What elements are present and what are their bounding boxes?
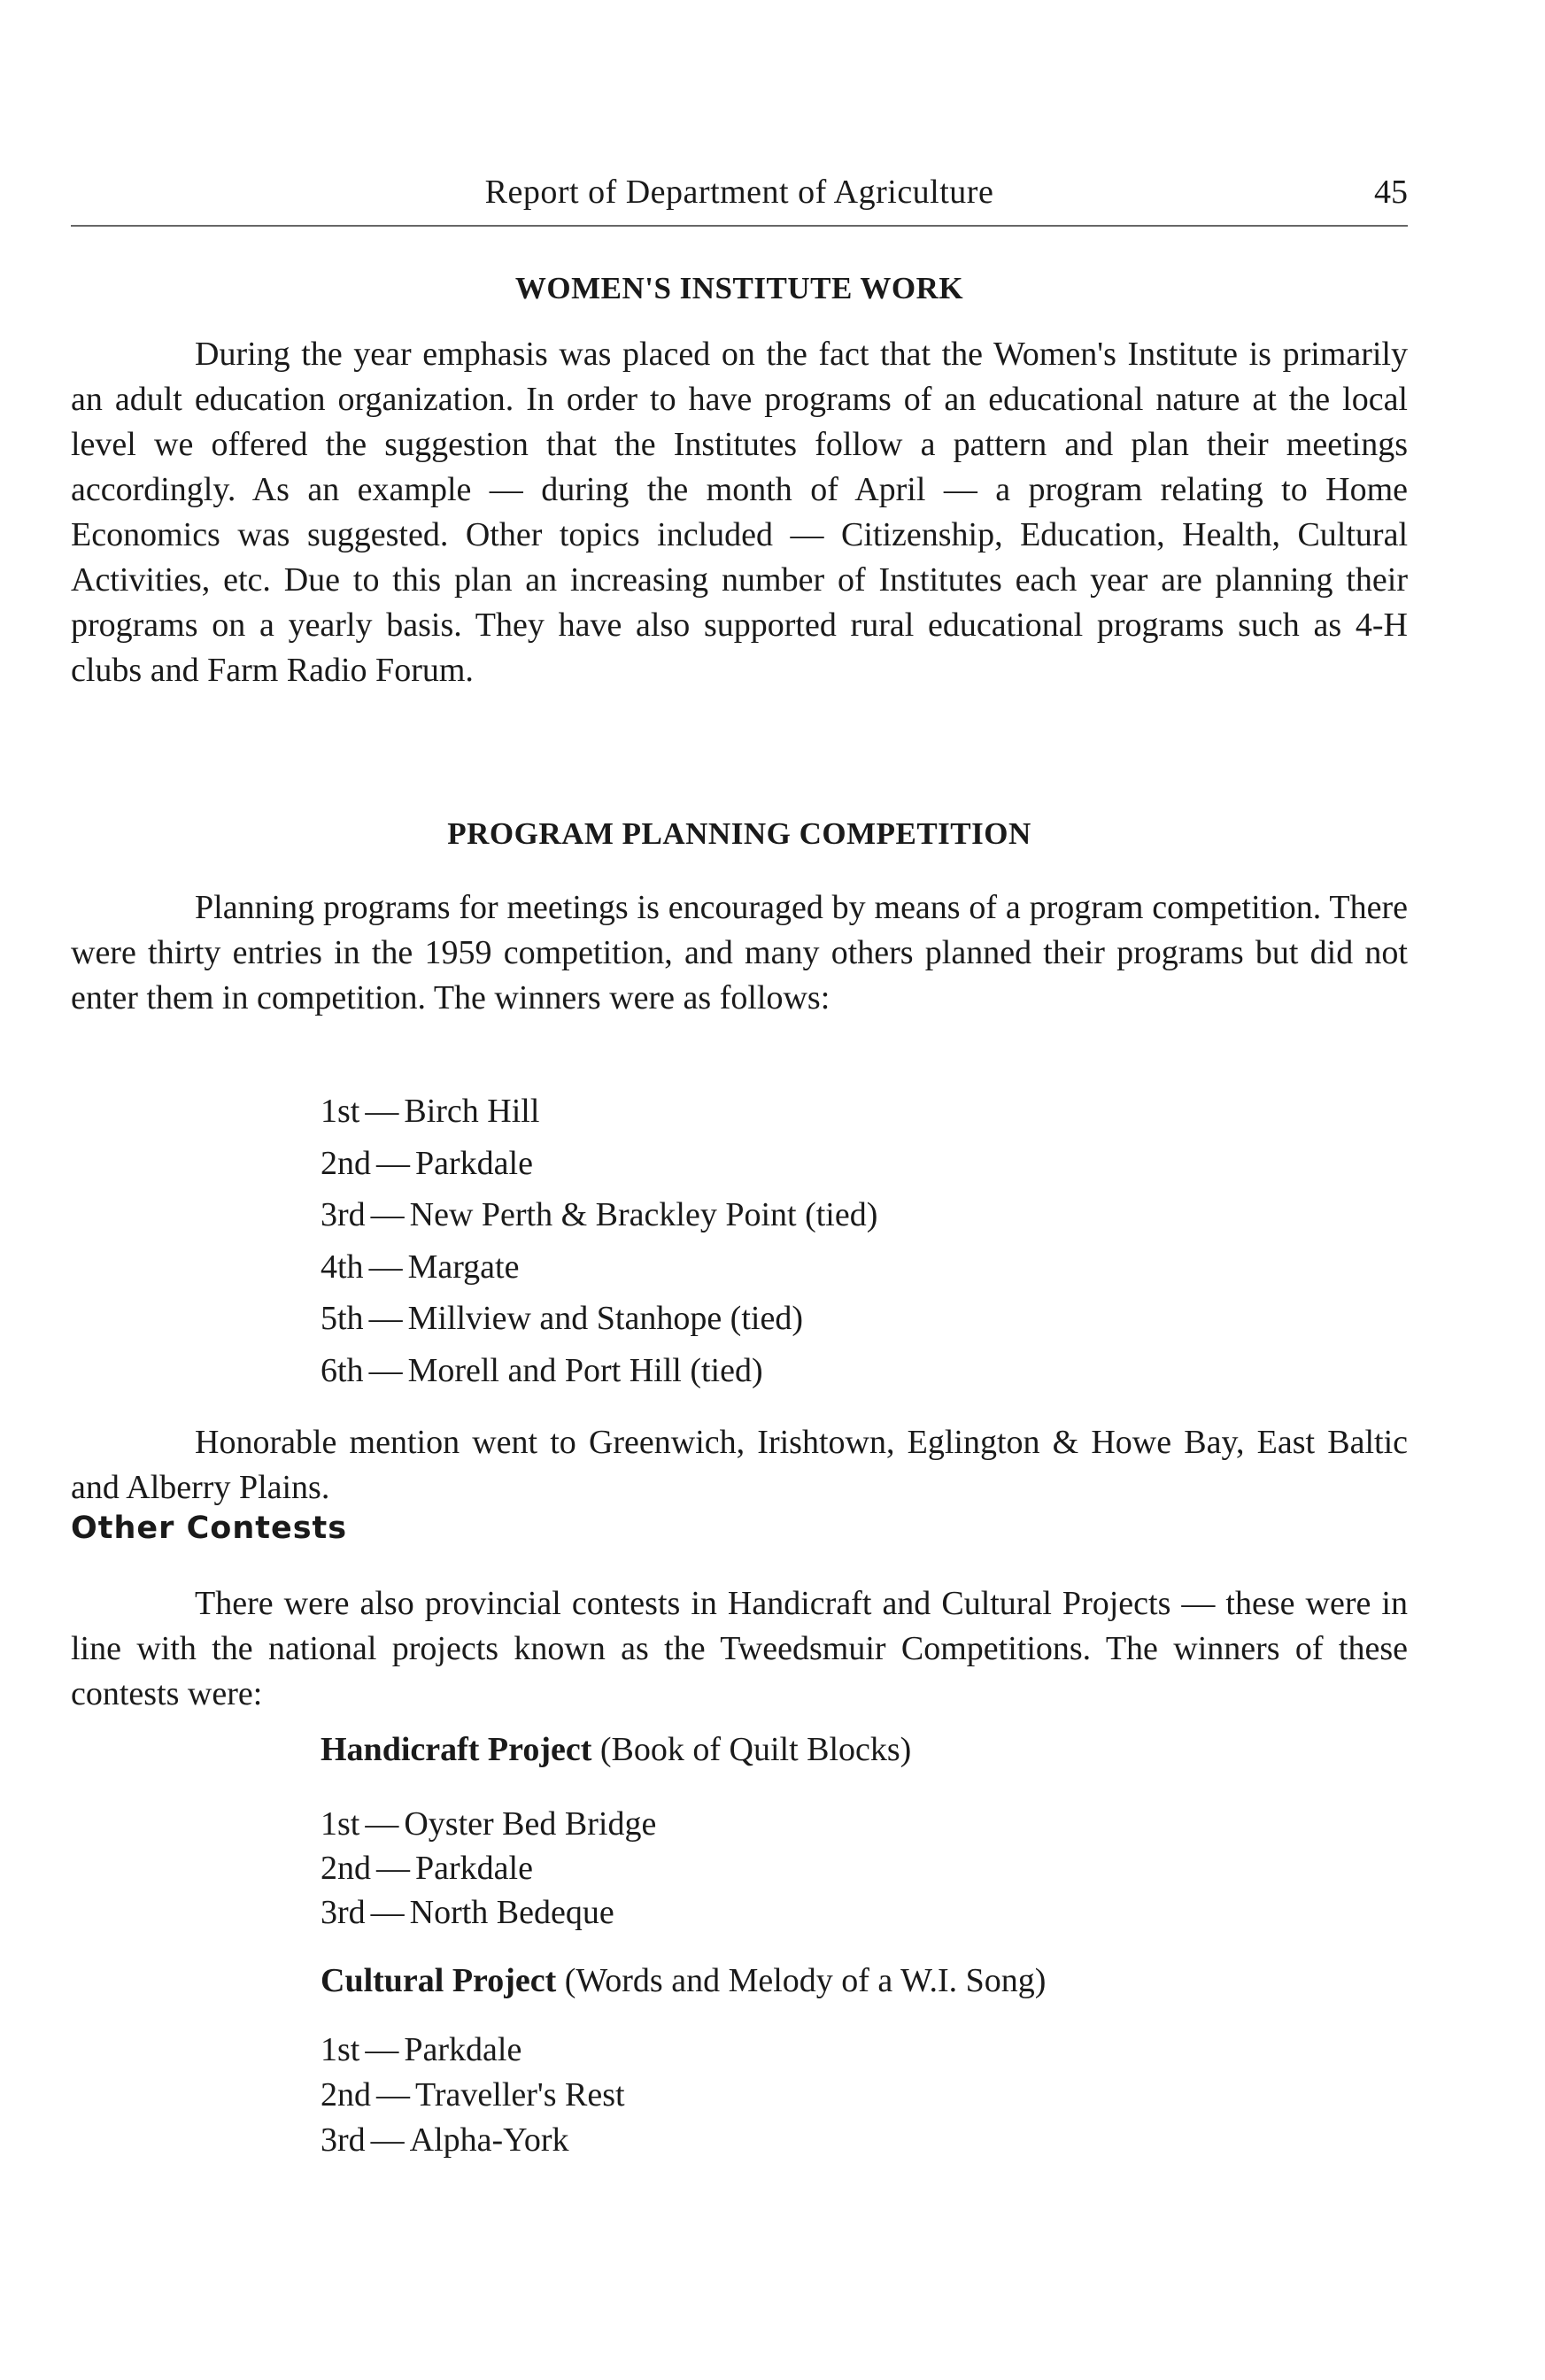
em-dash: — [365,2031,399,2068]
rank-label: 4th [321,1248,364,1286]
intro-paragraph: During the year emphasis was placed on the fact that the Women's Institute is primarily an adult education organization. In order to have programs of an educational nature at the local level we offered the suggestion that the Institutes follow a pattern and plan their meetings accordingly. As an example — during the month of April — a program relating to Home Economics was suggested. Other topics included — Citizenship, Education, Health, Cultural Activities, etc. Due to this plan an increasing number of Institutes each year are planning their programs on a yearly basis. They have also supported rural educational programs such as 4-H clubs and Farm Radio Forum. [71,336,1408,689]
section-heading-program-planning: PROGRAM PLANNING COMPETITION [447,816,1031,851]
rank-label: 1st [321,1805,360,1843]
em-dash: — [376,2076,410,2113]
list-item [321,1293,877,1345]
project-detail: (Book of Quilt Blocks) [599,1731,912,1768]
list-item [321,1138,877,1190]
em-dash: — [368,1248,403,1286]
rank-label: 1st [321,2031,360,2068]
header-rule [71,225,1408,227]
running-head [71,173,1408,219]
cultural-winners-list [321,2028,625,2163]
em-dash: — [370,1894,405,1931]
other-contests-subheading: Other Contests [71,1511,348,1546]
list-item [321,2028,625,2073]
em-dash: — [365,1093,399,1130]
list-item [321,1846,656,1890]
list-item [321,2073,625,2118]
honorable-mention-paragraph: Honorable mention went to Greenwich, Irishtown, Eglington & Howe Bay, East Baltic and Alberry Plains. [71,1424,1408,1506]
list-item [321,1086,877,1138]
list-item [321,1890,656,1935]
em-dash: — [370,2121,405,2159]
project-name: Cultural Project [321,1962,557,1999]
winner-name: Oyster Bed Bridge [404,1805,657,1843]
list-item [321,2118,625,2163]
project-name: Handicraft Project [321,1731,592,1768]
rank-label: 6th [321,1351,364,1389]
rank-label: 3rd [321,2121,366,2159]
winner-name: Millview and Stanhope (tied) [407,1300,803,1337]
handicraft-project-title [321,1730,911,1769]
winner-name: Alpha-York [409,2121,569,2159]
winner-name: Traveller's Rest [415,2076,625,2113]
rank-label: 1st [321,1093,360,1130]
other-contests-paragraph: There were also provincial contests in Handicraft and Cultural Projects — these were in line with the national projects known as the Tweedsmuir Competitions. The winners of these contests were: [71,1585,1408,1712]
running-head-title: Report of Department of Agriculture [484,174,994,211]
winner-name: North Bedeque [409,1894,614,1931]
em-dash: — [368,1300,403,1337]
rank-label: 2nd [321,1850,371,1887]
list-item [321,1345,877,1397]
list-item [321,1802,656,1846]
project-detail: (Words and Melody of a W.I. Song) [564,1962,1047,1999]
rank-label: 5th [321,1300,364,1337]
cultural-project-title [321,1961,1046,2000]
em-dash: — [368,1351,403,1389]
winner-name: Margate [407,1248,520,1286]
rank-label: 2nd [321,2076,371,2113]
winner-name: New Perth & Brackley Point (tied) [409,1196,878,1233]
handicraft-winners-list [321,1802,656,1935]
winner-name: Parkdale [404,2031,522,2068]
winner-name: Parkdale [415,1850,533,1887]
em-dash: — [376,1144,410,1182]
competition-paragraph: Planning programs for meetings is encouraged by means of a program competition. There were thirty entries in the 1959 competition, and many others planned their programs but did not enter them in competition. The winners were as follows: [71,889,1408,1016]
competition-winners-list [321,1086,877,1396]
section-heading-womens-institute: WOMEN'S INSTITUTE WORK [514,271,964,305]
em-dash: — [376,1850,410,1887]
page-number: 45 [1374,174,1408,211]
rank-label: 3rd [321,1894,366,1931]
rank-label: 2nd [321,1144,371,1182]
winner-name: Birch Hill [404,1093,540,1130]
winner-name: Morell and Port Hill (tied) [407,1351,763,1389]
list-item [321,1241,877,1294]
rank-label: 3rd [321,1196,366,1233]
em-dash: — [365,1805,399,1843]
em-dash: — [370,1196,405,1233]
winner-name: Parkdale [415,1144,533,1182]
list-item [321,1189,877,1241]
